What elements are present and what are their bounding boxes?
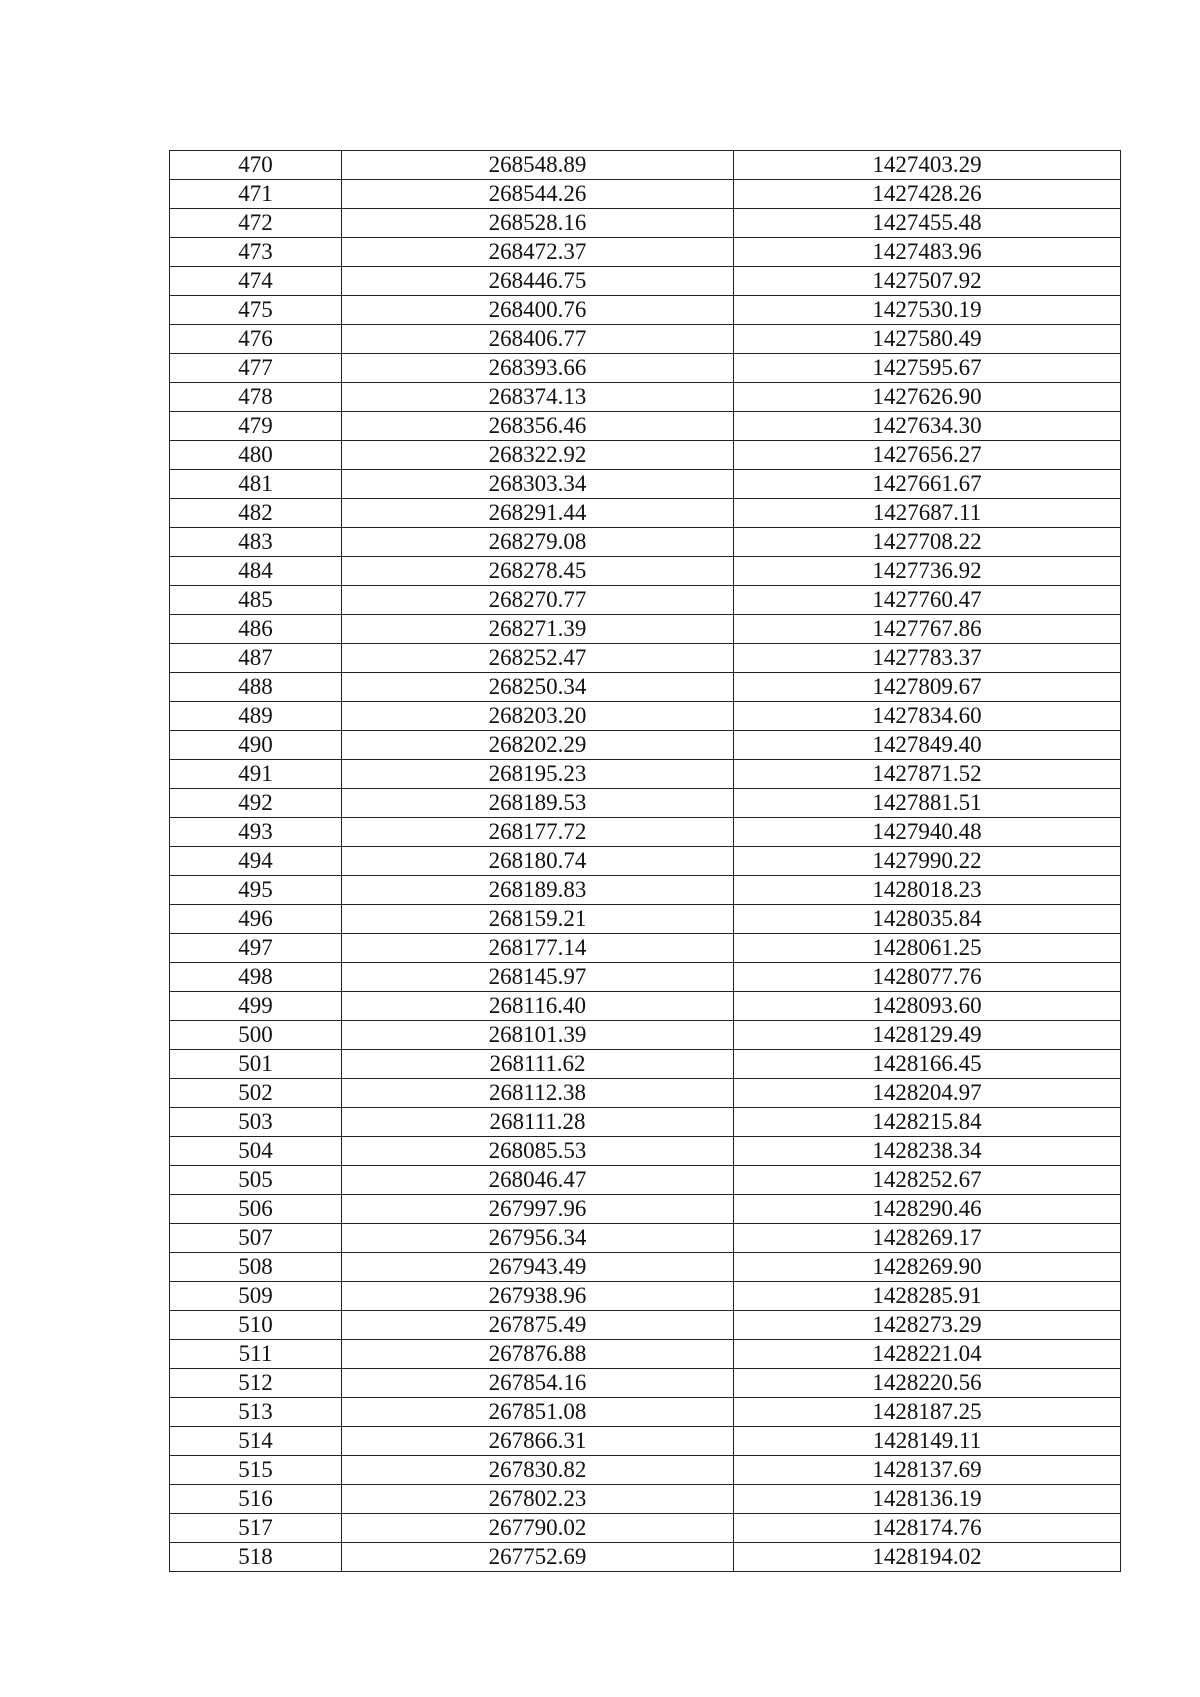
table-row (170, 1137, 1121, 1166)
point-number-cell: 511 (170, 1340, 342, 1369)
table-row (170, 557, 1121, 586)
x-coordinate-cell: 267851.08 (342, 1398, 734, 1427)
y-coordinate-cell: 1427455.48 (734, 209, 1121, 238)
x-coordinate-cell: 268406.77 (342, 325, 734, 354)
point-number-cell: 508 (170, 1253, 342, 1282)
point-number-cell: 490 (170, 731, 342, 760)
table-row (170, 1543, 1121, 1572)
point-number-cell: 480 (170, 441, 342, 470)
table-row (170, 992, 1121, 1021)
point-number-cell: 470 (170, 151, 342, 180)
table-row (170, 383, 1121, 412)
table-row (170, 1079, 1121, 1108)
x-coordinate-cell: 268303.34 (342, 470, 734, 499)
y-coordinate-cell: 1427530.19 (734, 296, 1121, 325)
table-row (170, 673, 1121, 702)
x-coordinate-cell: 268544.26 (342, 180, 734, 209)
x-coordinate-cell: 268472.37 (342, 238, 734, 267)
x-coordinate-cell: 268180.74 (342, 847, 734, 876)
table-row (170, 876, 1121, 905)
x-coordinate-cell: 267802.23 (342, 1485, 734, 1514)
table-row (170, 760, 1121, 789)
y-coordinate-cell: 1427940.48 (734, 818, 1121, 847)
point-number-cell: 503 (170, 1108, 342, 1137)
x-coordinate-cell: 268111.28 (342, 1108, 734, 1137)
y-coordinate-cell: 1427661.67 (734, 470, 1121, 499)
x-coordinate-cell: 268202.29 (342, 731, 734, 760)
y-coordinate-cell: 1427834.60 (734, 702, 1121, 731)
y-coordinate-cell: 1428093.60 (734, 992, 1121, 1021)
x-coordinate-cell: 268252.47 (342, 644, 734, 673)
point-number-cell: 483 (170, 528, 342, 557)
point-number-cell: 472 (170, 209, 342, 238)
table-row (170, 1456, 1121, 1485)
point-number-cell: 507 (170, 1224, 342, 1253)
x-coordinate-cell: 268112.38 (342, 1079, 734, 1108)
x-coordinate-cell: 267752.69 (342, 1543, 734, 1572)
table-row (170, 702, 1121, 731)
x-coordinate-cell: 267943.49 (342, 1253, 734, 1282)
x-coordinate-cell: 268111.62 (342, 1050, 734, 1079)
y-coordinate-cell: 1428269.90 (734, 1253, 1121, 1282)
y-coordinate-cell: 1427403.29 (734, 151, 1121, 180)
x-coordinate-cell: 268189.83 (342, 876, 734, 905)
x-coordinate-cell: 267790.02 (342, 1514, 734, 1543)
point-number-cell: 488 (170, 673, 342, 702)
y-coordinate-cell: 1428204.97 (734, 1079, 1121, 1108)
table-row (170, 905, 1121, 934)
table-row (170, 1253, 1121, 1282)
x-coordinate-cell: 268046.47 (342, 1166, 734, 1195)
table-row (170, 1514, 1121, 1543)
point-number-cell: 491 (170, 760, 342, 789)
table-row (170, 644, 1121, 673)
y-coordinate-cell: 1428215.84 (734, 1108, 1121, 1137)
x-coordinate-cell: 268145.97 (342, 963, 734, 992)
x-coordinate-cell: 268250.34 (342, 673, 734, 702)
x-coordinate-cell: 268356.46 (342, 412, 734, 441)
y-coordinate-cell: 1428290.46 (734, 1195, 1121, 1224)
y-coordinate-cell: 1427736.92 (734, 557, 1121, 586)
point-number-cell: 476 (170, 325, 342, 354)
table-row (170, 818, 1121, 847)
point-number-cell: 496 (170, 905, 342, 934)
table-row (170, 586, 1121, 615)
point-number-cell: 505 (170, 1166, 342, 1195)
y-coordinate-cell: 1428220.56 (734, 1369, 1121, 1398)
point-number-cell: 502 (170, 1079, 342, 1108)
y-coordinate-cell: 1428221.04 (734, 1340, 1121, 1369)
x-coordinate-cell: 268271.39 (342, 615, 734, 644)
table-row (170, 325, 1121, 354)
table-row (170, 615, 1121, 644)
point-number-cell: 494 (170, 847, 342, 876)
table-row (170, 847, 1121, 876)
y-coordinate-cell: 1427783.37 (734, 644, 1121, 673)
x-coordinate-cell: 268279.08 (342, 528, 734, 557)
x-coordinate-cell: 267997.96 (342, 1195, 734, 1224)
table-row (170, 1485, 1121, 1514)
x-coordinate-cell: 268085.53 (342, 1137, 734, 1166)
x-coordinate-cell: 268177.72 (342, 818, 734, 847)
point-number-cell: 474 (170, 267, 342, 296)
table-row (170, 1369, 1121, 1398)
table-row (170, 1166, 1121, 1195)
table-row (170, 267, 1121, 296)
table-row (170, 151, 1121, 180)
table-row (170, 528, 1121, 557)
y-coordinate-cell: 1428136.19 (734, 1485, 1121, 1514)
x-coordinate-cell: 268528.16 (342, 209, 734, 238)
table-row (170, 963, 1121, 992)
table-row (170, 209, 1121, 238)
point-number-cell: 513 (170, 1398, 342, 1427)
point-number-cell: 497 (170, 934, 342, 963)
point-number-cell: 516 (170, 1485, 342, 1514)
y-coordinate-cell: 1428137.69 (734, 1456, 1121, 1485)
point-number-cell: 471 (170, 180, 342, 209)
point-number-cell: 482 (170, 499, 342, 528)
point-number-cell: 481 (170, 470, 342, 499)
x-coordinate-cell: 268177.14 (342, 934, 734, 963)
x-coordinate-cell: 267956.34 (342, 1224, 734, 1253)
table-row (170, 1398, 1121, 1427)
table-row (170, 238, 1121, 267)
y-coordinate-cell: 1428252.67 (734, 1166, 1121, 1195)
point-number-cell: 509 (170, 1282, 342, 1311)
x-coordinate-cell: 268270.77 (342, 586, 734, 615)
table-row (170, 1195, 1121, 1224)
table-row (170, 296, 1121, 325)
x-coordinate-cell: 268548.89 (342, 151, 734, 180)
x-coordinate-cell: 268446.75 (342, 267, 734, 296)
y-coordinate-cell: 1427595.67 (734, 354, 1121, 383)
table-row (170, 789, 1121, 818)
point-number-cell: 518 (170, 1543, 342, 1572)
table-row (170, 934, 1121, 963)
y-coordinate-cell: 1427990.22 (734, 847, 1121, 876)
point-number-cell: 485 (170, 586, 342, 615)
x-coordinate-cell: 267854.16 (342, 1369, 734, 1398)
y-coordinate-cell: 1427656.27 (734, 441, 1121, 470)
table-row (170, 1427, 1121, 1456)
y-coordinate-cell: 1428174.76 (734, 1514, 1121, 1543)
y-coordinate-cell: 1428187.25 (734, 1398, 1121, 1427)
x-coordinate-cell: 268400.76 (342, 296, 734, 325)
point-number-cell: 486 (170, 615, 342, 644)
y-coordinate-cell: 1428273.29 (734, 1311, 1121, 1340)
table-row (170, 354, 1121, 383)
table-row (170, 1021, 1121, 1050)
table-row (170, 1108, 1121, 1137)
point-number-cell: 473 (170, 238, 342, 267)
x-coordinate-cell: 268322.92 (342, 441, 734, 470)
x-coordinate-cell: 268101.39 (342, 1021, 734, 1050)
y-coordinate-cell: 1427580.49 (734, 325, 1121, 354)
y-coordinate-cell: 1427871.52 (734, 760, 1121, 789)
x-coordinate-cell: 268278.45 (342, 557, 734, 586)
y-coordinate-cell: 1428129.49 (734, 1021, 1121, 1050)
point-number-cell: 499 (170, 992, 342, 1021)
x-coordinate-cell: 267866.31 (342, 1427, 734, 1456)
coordinate-table-body (170, 151, 1121, 1572)
point-number-cell: 517 (170, 1514, 342, 1543)
point-number-cell: 506 (170, 1195, 342, 1224)
x-coordinate-cell: 268195.23 (342, 760, 734, 789)
x-coordinate-cell: 268189.53 (342, 789, 734, 818)
y-coordinate-cell: 1428166.45 (734, 1050, 1121, 1079)
x-coordinate-cell: 268159.21 (342, 905, 734, 934)
y-coordinate-cell: 1427849.40 (734, 731, 1121, 760)
point-number-cell: 493 (170, 818, 342, 847)
y-coordinate-cell: 1428285.91 (734, 1282, 1121, 1311)
point-number-cell: 492 (170, 789, 342, 818)
table-row (170, 1282, 1121, 1311)
table-row (170, 1311, 1121, 1340)
x-coordinate-cell: 268393.66 (342, 354, 734, 383)
y-coordinate-cell: 1428077.76 (734, 963, 1121, 992)
y-coordinate-cell: 1427507.92 (734, 267, 1121, 296)
y-coordinate-cell: 1427687.11 (734, 499, 1121, 528)
point-number-cell: 504 (170, 1137, 342, 1166)
table-row (170, 441, 1121, 470)
point-number-cell: 515 (170, 1456, 342, 1485)
x-coordinate-cell: 267938.96 (342, 1282, 734, 1311)
y-coordinate-cell: 1428238.34 (734, 1137, 1121, 1166)
point-number-cell: 501 (170, 1050, 342, 1079)
point-number-cell: 498 (170, 963, 342, 992)
point-number-cell: 500 (170, 1021, 342, 1050)
y-coordinate-cell: 1427760.47 (734, 586, 1121, 615)
table-row (170, 180, 1121, 209)
point-number-cell: 512 (170, 1369, 342, 1398)
y-coordinate-cell: 1428061.25 (734, 934, 1121, 963)
point-number-cell: 514 (170, 1427, 342, 1456)
table-row (170, 412, 1121, 441)
x-coordinate-cell: 267876.88 (342, 1340, 734, 1369)
y-coordinate-cell: 1428035.84 (734, 905, 1121, 934)
y-coordinate-cell: 1427708.22 (734, 528, 1121, 557)
table-row (170, 470, 1121, 499)
y-coordinate-cell: 1428269.17 (734, 1224, 1121, 1253)
table-row (170, 731, 1121, 760)
x-coordinate-cell: 268291.44 (342, 499, 734, 528)
y-coordinate-cell: 1428149.11 (734, 1427, 1121, 1456)
y-coordinate-cell: 1427483.96 (734, 238, 1121, 267)
table-row (170, 1224, 1121, 1253)
y-coordinate-cell: 1427626.90 (734, 383, 1121, 412)
point-number-cell: 487 (170, 644, 342, 673)
x-coordinate-cell: 267830.82 (342, 1456, 734, 1485)
y-coordinate-cell: 1427881.51 (734, 789, 1121, 818)
y-coordinate-cell: 1427428.26 (734, 180, 1121, 209)
point-number-cell: 479 (170, 412, 342, 441)
x-coordinate-cell: 267875.49 (342, 1311, 734, 1340)
y-coordinate-cell: 1427809.67 (734, 673, 1121, 702)
table-row (170, 1050, 1121, 1079)
y-coordinate-cell: 1427634.30 (734, 412, 1121, 441)
point-number-cell: 475 (170, 296, 342, 325)
x-coordinate-cell: 268203.20 (342, 702, 734, 731)
point-number-cell: 495 (170, 876, 342, 905)
coordinate-table (169, 150, 1121, 1572)
x-coordinate-cell: 268116.40 (342, 992, 734, 1021)
point-number-cell: 510 (170, 1311, 342, 1340)
x-coordinate-cell: 268374.13 (342, 383, 734, 412)
y-coordinate-cell: 1427767.86 (734, 615, 1121, 644)
point-number-cell: 478 (170, 383, 342, 412)
table-row (170, 499, 1121, 528)
y-coordinate-cell: 1428018.23 (734, 876, 1121, 905)
point-number-cell: 477 (170, 354, 342, 383)
y-coordinate-cell: 1428194.02 (734, 1543, 1121, 1572)
point-number-cell: 484 (170, 557, 342, 586)
point-number-cell: 489 (170, 702, 342, 731)
table-row (170, 1340, 1121, 1369)
